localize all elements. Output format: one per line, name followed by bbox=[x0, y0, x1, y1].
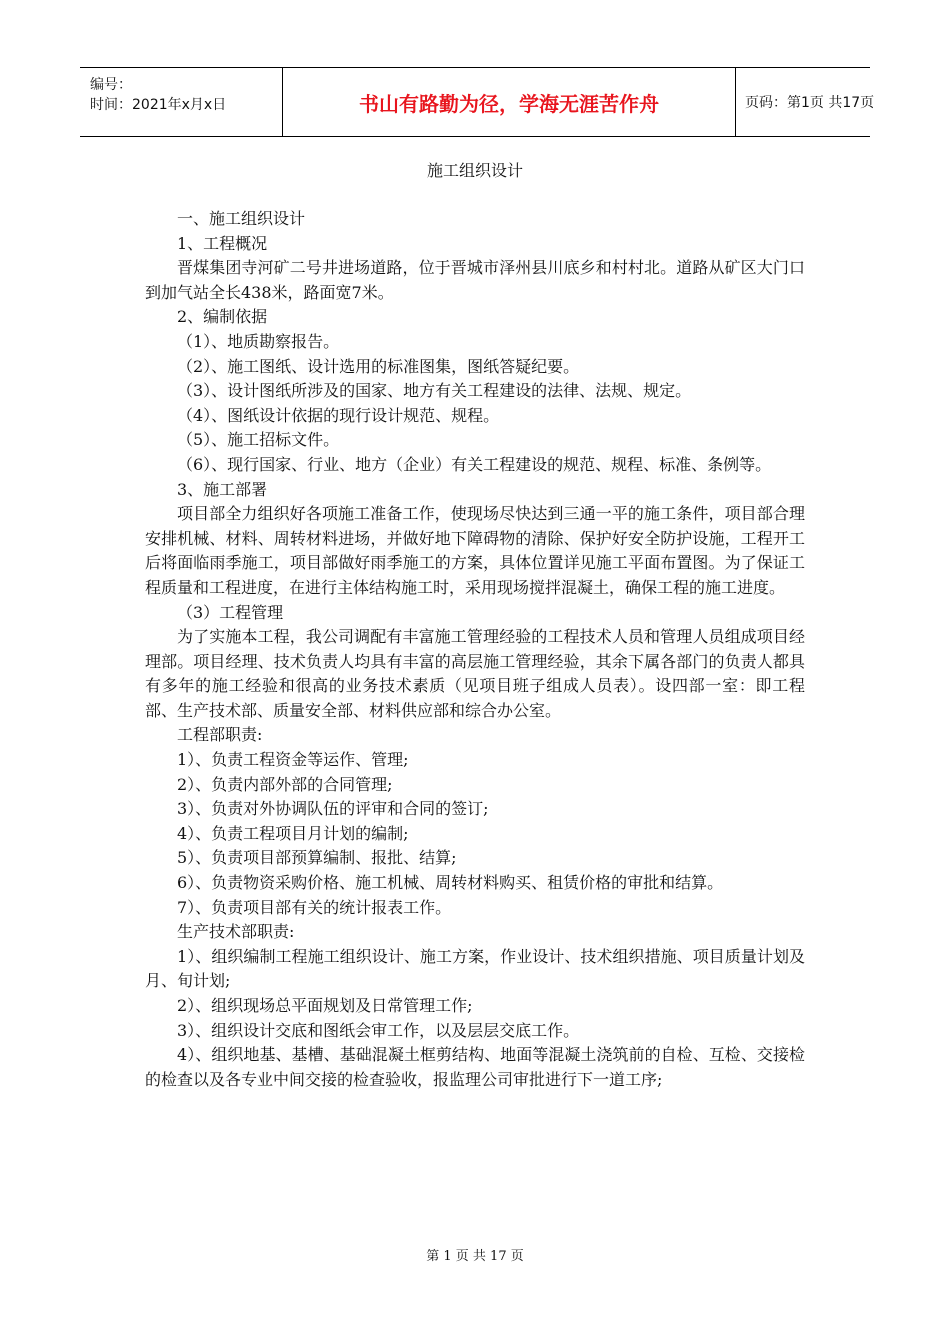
paragraph: 1）、组织编制工程施工组织设计、施工方案，作业设计、技术组织措施、项目质量计划及月、旬计划; bbox=[145, 946, 805, 991]
document-title: 施工组织设计 bbox=[426, 161, 523, 180]
paragraph: 晋煤集团寺河矿二号井进场道路，位于晋城市泽州县川底乡和村村北。道路从矿区大门口到加气站全长438米，路面宽7米。 bbox=[145, 258, 805, 302]
paragraph: 2）、组织现场总平面规划及日常管理工作; bbox=[177, 996, 473, 1015]
paragraph: 3、施工部署 bbox=[177, 479, 268, 499]
paragraph: （6）、现行国家、行业、地方（企业）有关工程建设的规范、规程、标准、条例等。 bbox=[177, 454, 772, 474]
paragraph: （2）、施工图纸、设计选用的标准图集，图纸答疑纪要。 bbox=[177, 356, 580, 376]
date-line: 时间：2021年x月x日 bbox=[90, 97, 227, 113]
paragraph: 项目部全力组织好各项施工准备工作，使现场尽快达到三通一平的施工条件，项目部合理安排机械、材料、周转材料进场，并做好地下障碍物的清除、保护好安全防护设施，工程开工后将面临雨季施工，项目部做好雨季施工的方案，具体位置详见施工平面布置图。为了保证工程质量和工程进度，在进行主体结构施工时，采用现场搅拌混凝土，确保工程的施工进度。 bbox=[145, 504, 805, 597]
paragraph: 工程部职责: bbox=[177, 725, 263, 745]
paragraph: 一、施工组织设计 bbox=[177, 209, 306, 228]
paragraph: （1）、地质勘察报告。 bbox=[177, 331, 340, 351]
paragraph: 7）、负责项目部有关的统计报表工作。 bbox=[177, 897, 452, 917]
paragraph: 2）、负责内部外部的合同管理; bbox=[177, 774, 393, 794]
paragraph: 生产技术部职责: bbox=[177, 922, 295, 942]
paragraph: 5）、负责项目部预算编制、报批、结算; bbox=[177, 848, 457, 868]
motto-text: 书山有路勤为径，学海无涯苦作舟 bbox=[359, 91, 659, 116]
number-label: 编号： bbox=[90, 77, 132, 93]
paragraph: 6）、负责物资采购价格、施工机械、周转材料购买、租赁价格的审批和结算。 bbox=[177, 873, 724, 893]
paragraph: （4）、图纸设计依据的现行设计规范、规程。 bbox=[177, 405, 500, 425]
paragraph: 3）、负责对外协调队伍的评审和合同的签订; bbox=[177, 799, 489, 819]
page-footer: 第 1 页 共 17 页 bbox=[426, 1249, 524, 1264]
header-meta bbox=[80, 68, 282, 136]
header-page-info-cell bbox=[735, 68, 880, 136]
paragraph: （3）工程管理 bbox=[177, 602, 284, 622]
paragraph: 1、工程概况 bbox=[177, 233, 268, 253]
paragraph: 3）、组织设计交底和图纸会审工作，以及层层交底工作。 bbox=[177, 1020, 580, 1040]
document-header bbox=[80, 67, 875, 137]
paragraph: （5）、施工招标文件。 bbox=[177, 430, 340, 450]
document-body bbox=[145, 207, 805, 1092]
paragraph: 2、编制依据 bbox=[177, 307, 268, 327]
paragraph: 4）、组织地基、基槽、基础混凝土框剪结构、地面等混凝土浇筑前的自检、互检、交接检的检查以及各专业中间交接的检查验收，报监理公司审批进行下一道工序; bbox=[145, 1045, 805, 1089]
paragraph: 为了实施本工程，我公司调配有丰富施工管理经验的工程技术人员和管理人员组成项目经理部。项目经理、技术负责人均具有丰富的高层施工管理经验，其余下属各部门的负责人都具有多年的施工经验和很高的业务技术素质（见项目班子组成人员表）。设四部一室：即工程部、生产技术部、质量安全部、材料供应部和综合办公室。 bbox=[145, 627, 805, 720]
header-motto-cell bbox=[282, 68, 736, 136]
paragraph: 4）、负责工程项目月计划的编制; bbox=[177, 823, 409, 843]
paragraph: 1）、负责工程资金等运作、管理; bbox=[177, 750, 409, 770]
paragraph: （3）、设计图纸所涉及的国家、地方有关工程建设的法律、法规、规定。 bbox=[177, 381, 692, 401]
page-info: 页码：第1页 共17页 bbox=[745, 95, 875, 111]
